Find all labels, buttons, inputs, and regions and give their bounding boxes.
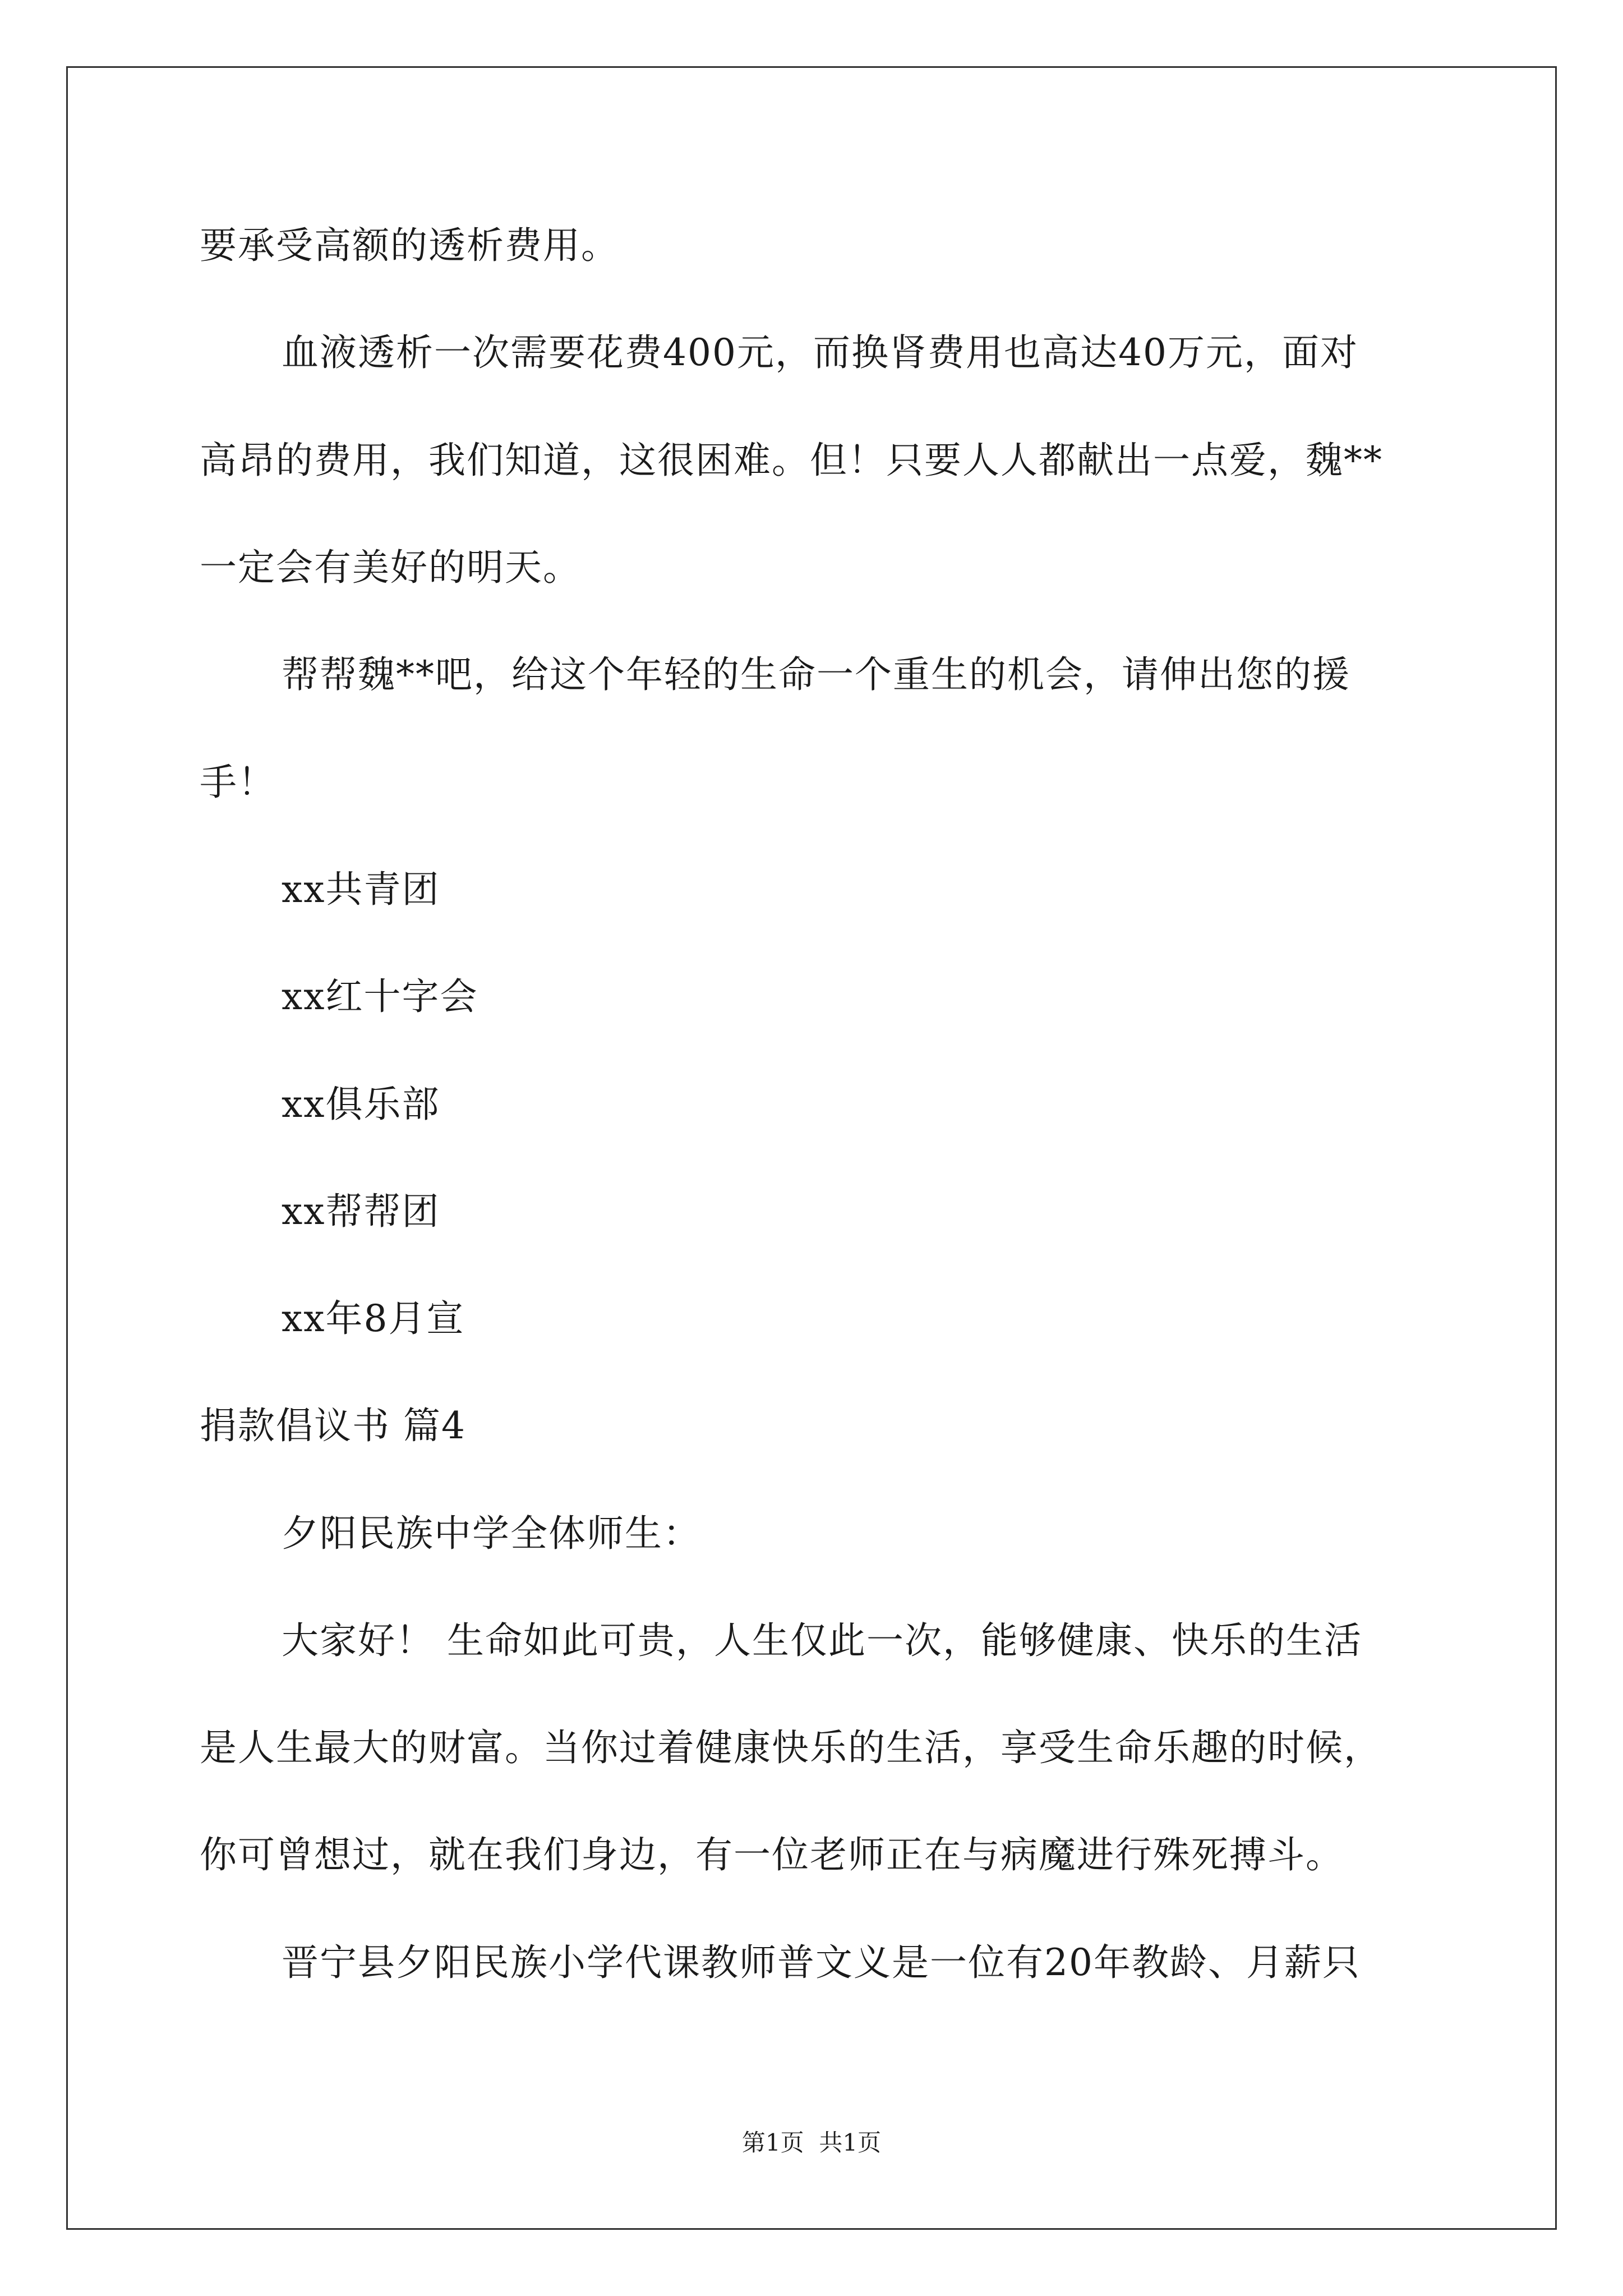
signature-line: xx红十字会	[282, 975, 478, 1018]
text-line: 你可曾想过，就在我们身边，有一位老师正在与病魔进行殊死搏斗。	[200, 1833, 1344, 1876]
salutation: 夕阳民族中学全体师生：	[282, 1512, 701, 1555]
text-line: 晋宁县夕阳民族小学代课教师普文义是一位有20年教龄、月薪只	[282, 1941, 1361, 1984]
page-footer: 第1页 共1页	[741, 2129, 882, 2156]
text-line: 一定会有美好的明天。	[200, 546, 581, 589]
text-line: 要承受高额的透析费用。	[200, 224, 619, 267]
text-line: 手！	[200, 761, 276, 804]
text-line: 血液透析一次需要花费400元，而换肾费用也高达40万元，面对	[282, 331, 1358, 374]
section-heading: 捐款倡议书 篇4	[200, 1404, 466, 1447]
signature-line: xx帮帮团	[282, 1190, 440, 1233]
text-line: 大家好！ 生命如此可贵，人生仅此一次，能够健康、快乐的生活	[282, 1619, 1362, 1662]
signature-line: xx共青团	[282, 868, 440, 911]
signature-line: xx俱乐部	[282, 1083, 440, 1126]
text-line: 帮帮魏**吧，给这个年轻的生命一个重生的机会，请伸出您的援	[282, 653, 1350, 696]
date-line: xx年8月宣	[282, 1297, 465, 1340]
text-line: 高昂的费用，我们知道，这很困难。但！只要人人都献出一点爱，魏**	[200, 439, 1383, 482]
text-line: 是人生最大的财富。当你过着健康快乐的生活，享受生命乐趣的时候，	[200, 1726, 1382, 1769]
page-border	[66, 66, 1557, 2230]
